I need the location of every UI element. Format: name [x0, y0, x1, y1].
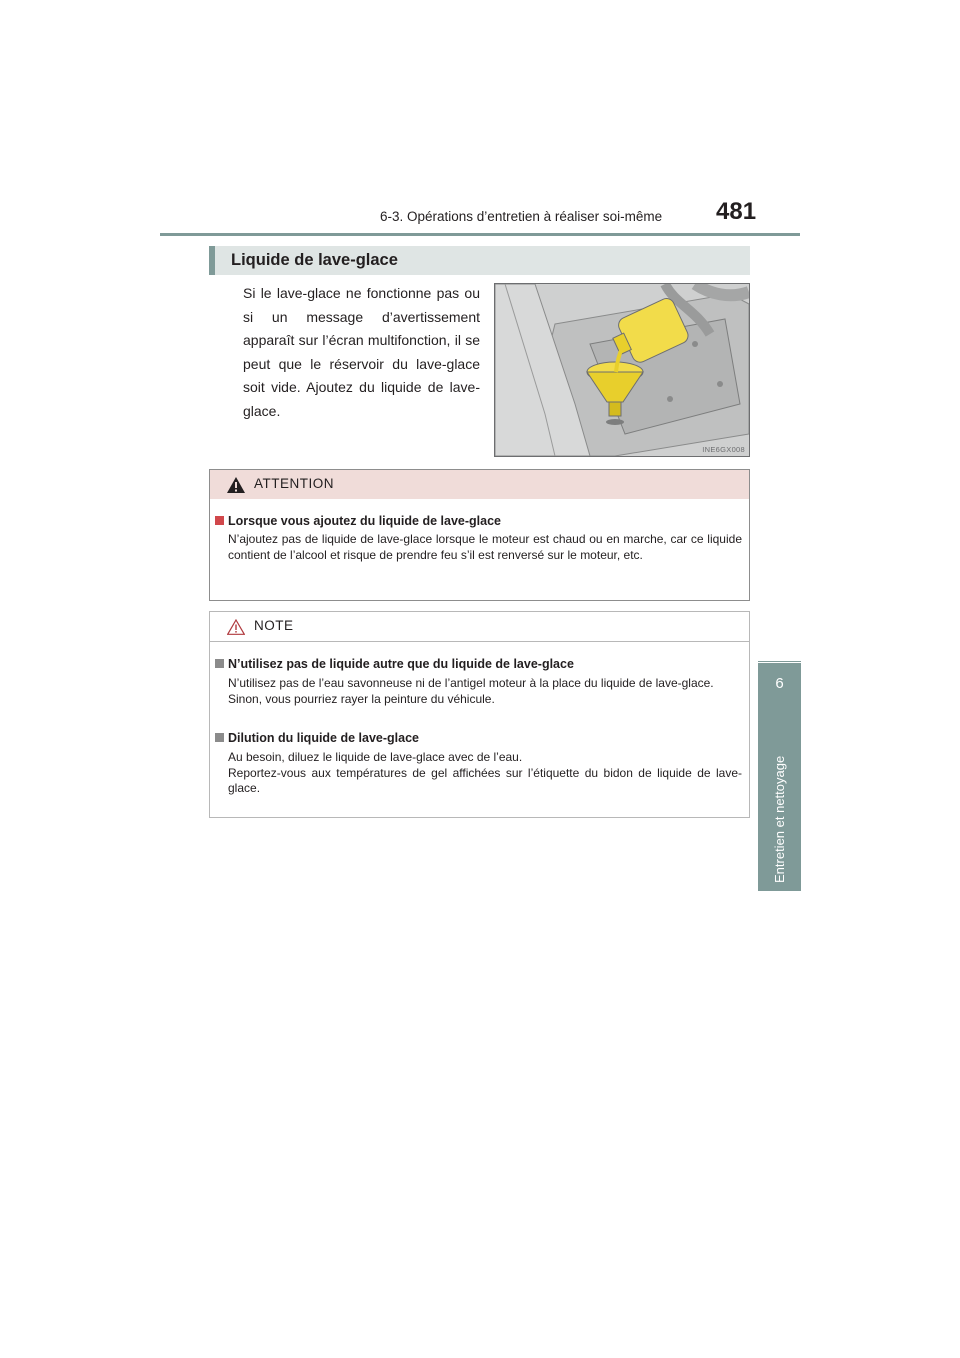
chapter-title-text: Entretien et nettoyage	[772, 755, 787, 883]
attention-item-title-text: Lorsque vous ajoutez du liquide de lave-glace	[228, 514, 501, 528]
note-item-text: Sinon, vous pourriez rayer la peinture du véhicule.	[228, 691, 495, 706]
chapter-number: 6	[775, 675, 784, 692]
attention-label: ATTENTION	[254, 476, 334, 491]
section-title: Liquide de lave-glace	[231, 251, 398, 269]
washer-fluid-illustration	[494, 283, 750, 457]
note-item-title-text: N’utilisez pas de liquide autre que du liquide de lave-glace	[228, 657, 574, 671]
running-header-title: 6-3. Opérations d’entretien à réaliser soi-même	[380, 209, 663, 224]
chapter-title	[758, 718, 801, 883]
attention-header	[210, 470, 749, 499]
caution-triangle-icon	[227, 619, 245, 635]
note-item-title-text: Dilution du liquide de lave-glace	[228, 731, 419, 745]
note-box	[209, 611, 750, 818]
note-item-body	[215, 676, 742, 707]
note-item	[215, 730, 742, 797]
section-intro-text: Si le lave-glace ne fonctionne pas ou si un message d’avertissement apparaît sur l’écran multifonction, il se peut que le réservoir du lave-glace soit vide. Ajoutez du liquide de lave-glace.	[243, 285, 480, 419]
attention-item	[215, 513, 742, 563]
engine-bay-drawing	[495, 284, 749, 456]
attention-item-body	[215, 532, 742, 563]
bullet-square-icon	[215, 733, 224, 742]
attention-item-title	[215, 513, 742, 529]
warning-triangle-icon	[227, 477, 245, 493]
bullet-square-icon	[215, 659, 224, 668]
page-number: 481	[716, 198, 757, 225]
note-item-text: Au besoin, diluez le liquide de lave-glace avec de l’eau.	[228, 750, 523, 764]
bullet-square-icon	[215, 516, 224, 525]
note-item	[215, 656, 742, 707]
note-item-body	[215, 750, 742, 797]
note-item-text: Reportez-vous aux températures de gel affichées sur l’étiquette du bidon de liquide de lave-glace.	[228, 765, 742, 795]
attention-box	[209, 469, 750, 601]
section-header-bar	[209, 246, 750, 275]
note-item-text: N’utilisez pas de l’eau savonneuse ni de l’antigel moteur à la place du liquide de lave-glace.	[228, 676, 714, 690]
note-item-title	[215, 656, 742, 672]
note-header	[210, 612, 749, 642]
attention-item-text: N’ajoutez pas de liquide de lave-glace lorsque le moteur est chaud ou en marche, car ce liquide contient de l’alcool et risque de prendre feu s’il est renversé sur le moteur, etc.	[228, 532, 742, 562]
note-item-title	[215, 730, 742, 746]
illustration-code: INE6GX008	[702, 445, 745, 454]
note-label: NOTE	[254, 618, 294, 633]
side-tab-rule	[758, 661, 801, 662]
header-rule	[160, 233, 800, 236]
